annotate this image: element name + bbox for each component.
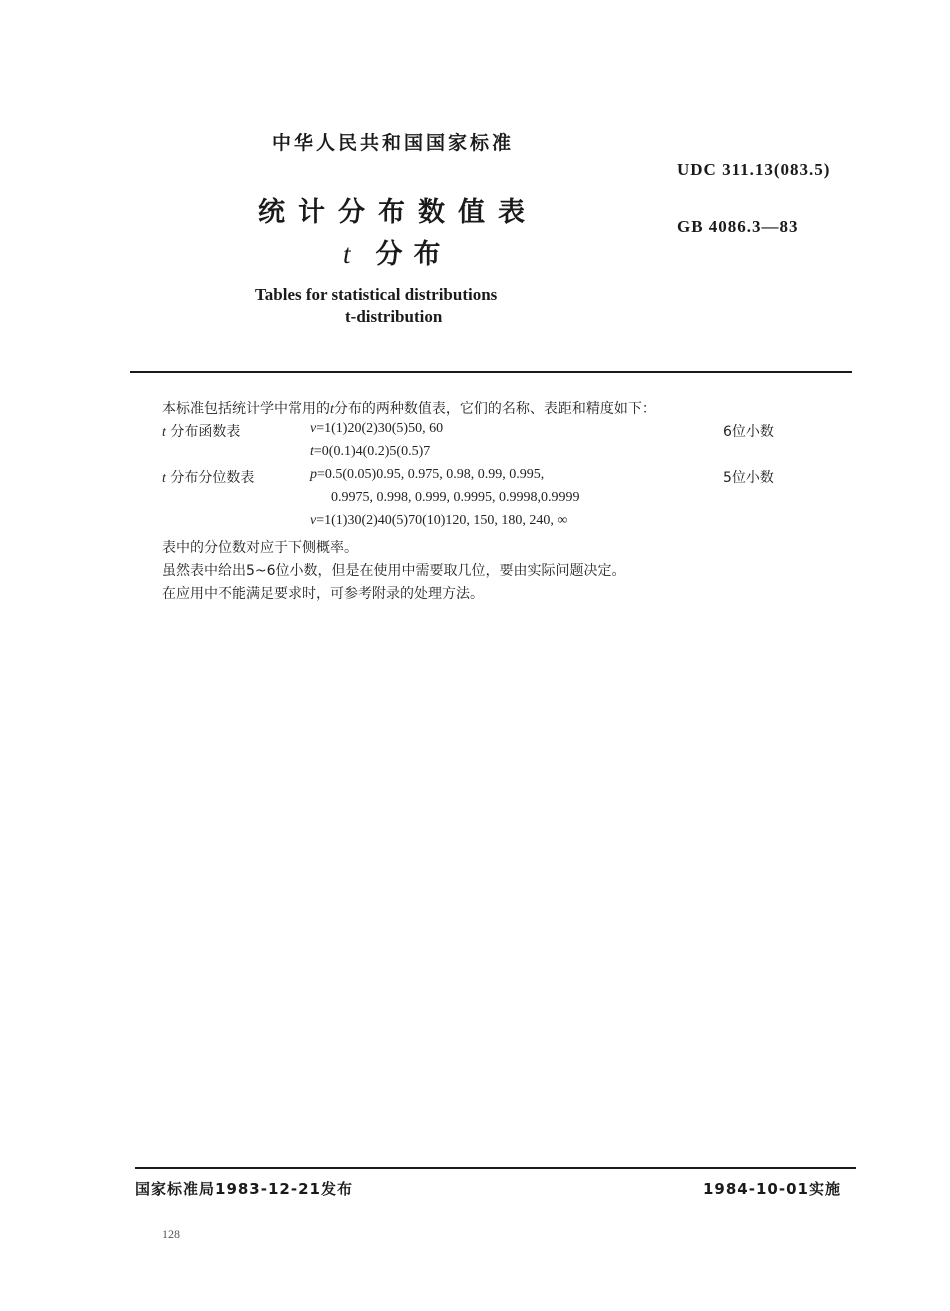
top-rule bbox=[130, 371, 852, 373]
table1-symbol: t bbox=[162, 425, 166, 440]
title-zh: 统计分布数值表 bbox=[258, 197, 538, 228]
standard-label: 中华人民共和国国家标准 bbox=[272, 132, 515, 154]
intro-paragraph bbox=[162, 398, 656, 418]
udc-code: UDC 311.13(083.5) bbox=[677, 160, 831, 179]
table1-nu-values: =1(1)20(2)30(5)50, 60 bbox=[316, 421, 444, 436]
issue-date: 国家标准局1983-12-21发布 bbox=[135, 1180, 353, 1198]
nu-symbol: ν bbox=[310, 421, 317, 436]
p-symbol: p bbox=[310, 467, 317, 482]
table2-p-range bbox=[310, 467, 544, 483]
t-symbol: t bbox=[310, 444, 314, 459]
table1-name bbox=[162, 421, 240, 441]
subtitle-text: 分布 bbox=[375, 239, 452, 270]
table1-t-values: =0(0.1)4(0.2)5(0.5)7 bbox=[313, 444, 431, 459]
table2-name-text: 分布分位数表 bbox=[170, 470, 255, 486]
table2-p-values-line1: =0.5(0.05)0.95, 0.975, 0.98, 0.99, 0.995, bbox=[317, 467, 545, 482]
note-decimals: 虽然表中给出5~6位小数，但是在使用中需要取几位，要由实际问题决定。 bbox=[162, 563, 626, 579]
table2-precision: 5位小数 bbox=[723, 470, 774, 486]
table2-nu-range bbox=[310, 513, 567, 529]
table2-symbol: t bbox=[162, 471, 166, 486]
gb-code: GB 4086.3—83 bbox=[677, 217, 799, 236]
effective-date: 1984-10-01实施 bbox=[703, 1180, 841, 1198]
subtitle-en: t-distribution bbox=[345, 307, 443, 326]
note-appendix: 在应用中不能满足要求时，可参考附录的处理方法。 bbox=[162, 586, 484, 602]
table2-name bbox=[162, 467, 254, 487]
nu-symbol: ν bbox=[310, 513, 317, 528]
page-number: 128 bbox=[162, 1227, 180, 1241]
table2-nu-values: =1(1)30(2)40(5)70(10)120, 150, 180, 240, ∞ bbox=[316, 513, 568, 528]
subtitle-zh bbox=[343, 232, 452, 271]
table1-precision: 6位小数 bbox=[723, 424, 774, 440]
bottom-rule bbox=[135, 1167, 856, 1169]
title-en: Tables for statistical distributions bbox=[255, 285, 498, 304]
subtitle-symbol: t bbox=[343, 239, 362, 269]
table1-name-text: 分布函数表 bbox=[170, 424, 241, 440]
table2-p-values-line2: 0.9975, 0.998, 0.999, 0.9995, 0.9998,0.9999 bbox=[331, 490, 580, 505]
note-lower-tail: 表中的分位数对应于下侧概率。 bbox=[162, 540, 358, 556]
intro-symbol: t bbox=[330, 402, 334, 417]
table1-t-range bbox=[310, 444, 430, 460]
table1-nu-range bbox=[310, 421, 443, 437]
intro-prefix: 本标准包括统计学中常用的 bbox=[162, 401, 330, 417]
intro-suffix: 分布的两种数值表，它们的名称、表距和精度如下： bbox=[333, 401, 656, 417]
